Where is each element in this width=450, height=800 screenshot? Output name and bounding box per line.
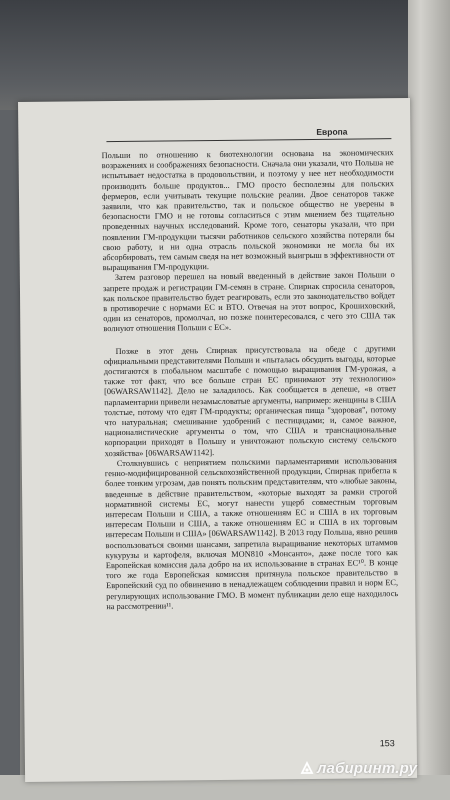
page-body — [102, 148, 399, 612]
watermark — [300, 760, 417, 777]
header-rule — [106, 138, 391, 142]
paragraph: Позже в этот день Спирнак присутствовала на обеде с другими официальными представителями Польши и «пыталась обсудить выгоды, которые достигаются в глобальном масштабе с помощью выращивания ГМ-урожая, а также тот факт, что все больше стран ЕС принимают эту технологию» [06WARSAW1142]. Дело не заладилось. Как сообщается в депеше, «в ответ парламентарии привели незамысловатые аргументы, например: женщины в США толстые, потому что едят ГМ-продукты; органическая пища "здоровая", потому что натуральная; смешивание удобрений с пестицидами; и, самое важное, националистические аргументы о том, что США и транснациональные корпорации приходят в Польшу и уничтожают польскую систему сельского хозяйства» [06WARSAW1142]. — [103, 343, 397, 458]
paragraph: Столкнувшись с неприятием польскими парламентариями использования генно-модифицированной сельскохозяйственной продукции, Спирнак прибегла к более тонким угрозам, дав понять польским представителям, что «любые законы, введенные в действие правительством, «которые выходят за рамки строгой нормативной системы ЕС, могут нанести ущерб совместным торговым интересам Польши и США, а также отношениям ЕС и США в их торговым интересам Польши и США, а также отношениям ЕС и США в их торговым интересам Польши и США» [06WARSAW1142]. В 2013 году Польша, явно решив воспользоваться своими шансами, запретила выращивание некоторых штаммов кукурузы и картофеля, включая MON810 «Монсанто», даже после того как Европейская комиссия дала добро на их использование в странах ЕС¹⁰. В конце того же года Европейская комиссия притянула польское правительство в Европейский суд по обвинению в ненадлежащем соблюдении правил и норм ЕС, регулирующих использование ГМО. В момент публикации дело еще находилось на рассмотрении¹¹. — [104, 455, 399, 611]
paragraph: Польши по отношению к биотехнологии основана на экономических возражениях и соображениях безопасности. Сначала они указали, что Польша не испытывает недостатка в продовольствии, и поэтому у нее нет необходимости производить больше продуктов... ГМО просто бесполезны для польских фермеров, если учитывать текущие польские реалии. Двое сенаторов также заявили, что как правительство, так и польское общество не уверены в безопасности ГМО и не готовы согласиться с этим мнением без тщательно проведенных научных исследований. Кроме того, сенаторы указали, что при появлении ГМ-продукции тысячи работников сельского хозяйства потеряли бы свою работу, и ни одна отрасль польской экономики не могла бы их абсорбировать, тем самым сведя на нет возможный выигрыш в эффективности от выращивания ГМ-продукции. — [101, 148, 395, 273]
labirint-logo-icon — [300, 761, 314, 775]
section-title: Европа — [316, 126, 348, 137]
paragraph: Затем разговор перешел на новый введенный в действие закон Польши о запрете продаж и регистрации ГМ-семян в стране. Спирнак спросила сенаторов, как польское правительство будет реагировать, если это законодательство войдет в противоречие с нормами ЕС и ВТО. Отвечая на этот вопрос, Крошиховский, один из сенаторов, промолчал, но позже поинтересовался, с чего это США так волнуют отношения Польши с ЕС». — [102, 270, 396, 334]
page-number: 153 — [379, 738, 395, 749]
background-left — [0, 110, 20, 800]
book-page — [18, 98, 417, 782]
watermark-text: лабиринт.ру — [317, 760, 418, 777]
